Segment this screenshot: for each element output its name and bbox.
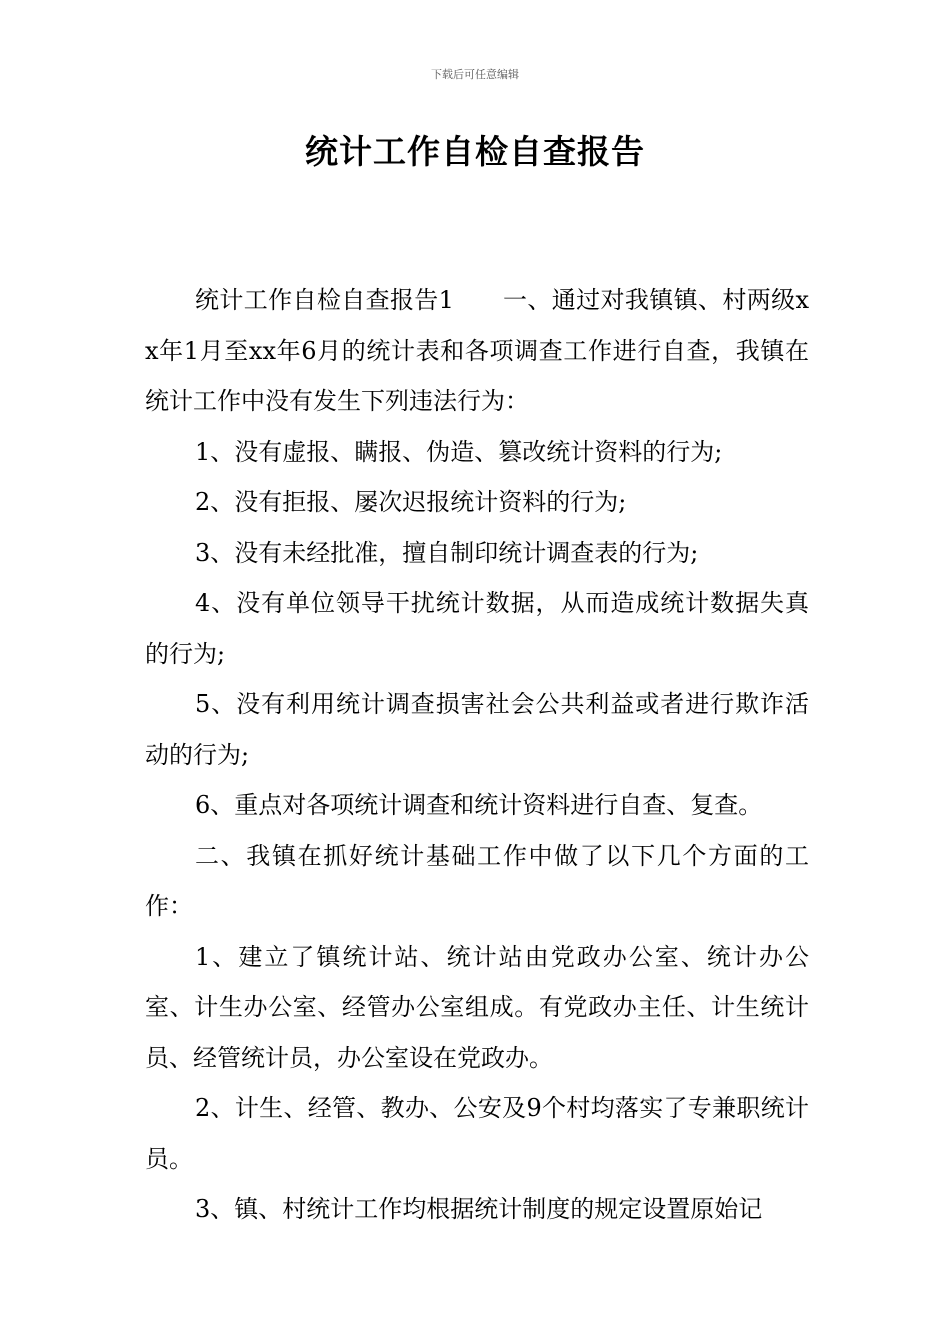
paragraph-item-4: 4、没有单位领导干扰统计数据，从而造成统计数据失真的行为;: [145, 589, 809, 668]
paragraph-section-2-item-1: 1、建立了镇统计站、统计站由党政办公室、统计办公室、计生办公室、经管办公室组成。有党政办主任、计生统计员、经管统计员，办公室设在党政办。: [145, 942, 809, 1072]
paragraph-section-2-item-2: 2、计生、经管、教办、公安及9个村均落实了专兼职统计员。: [145, 1094, 809, 1173]
document-title: 统计工作自检自查报告: [305, 132, 645, 171]
paragraph-item-5: 5、没有利用统计调查损害社会公共利益或者进行欺诈活动的行为;: [145, 690, 809, 769]
paragraph-intro: 统计工作自检自查报告1 一、通过对我镇镇、村两级xx年1月至xx年6月的统计表和各项调查工作进行自查，我镇在统计工作中没有发生下列违法行为：: [145, 286, 809, 415]
paragraph-item-1: 1、没有虚报、瞒报、伪造、篡改统计资料的行为;: [195, 437, 723, 466]
paragraph-item-3: 3、没有未经批准，擅自制印统计调查表的行为;: [195, 538, 699, 567]
paragraph-item-2: 2、没有拒报、屡次迟报统计资料的行为;: [195, 488, 627, 516]
document-body: [145, 275, 809, 1235]
paragraph-section-2-item-3: 3、镇、村统计工作均根据统计制度的规定设置原始记: [195, 1195, 763, 1223]
paragraph-item-6: 6、重点对各项统计调查和统计资料进行自查、复查。: [195, 791, 763, 819]
header-note: 下载后可任意编辑: [431, 68, 519, 81]
paragraph-section-2: 二、我镇在抓好统计基础工作中做了以下几个方面的工作：: [145, 841, 809, 920]
